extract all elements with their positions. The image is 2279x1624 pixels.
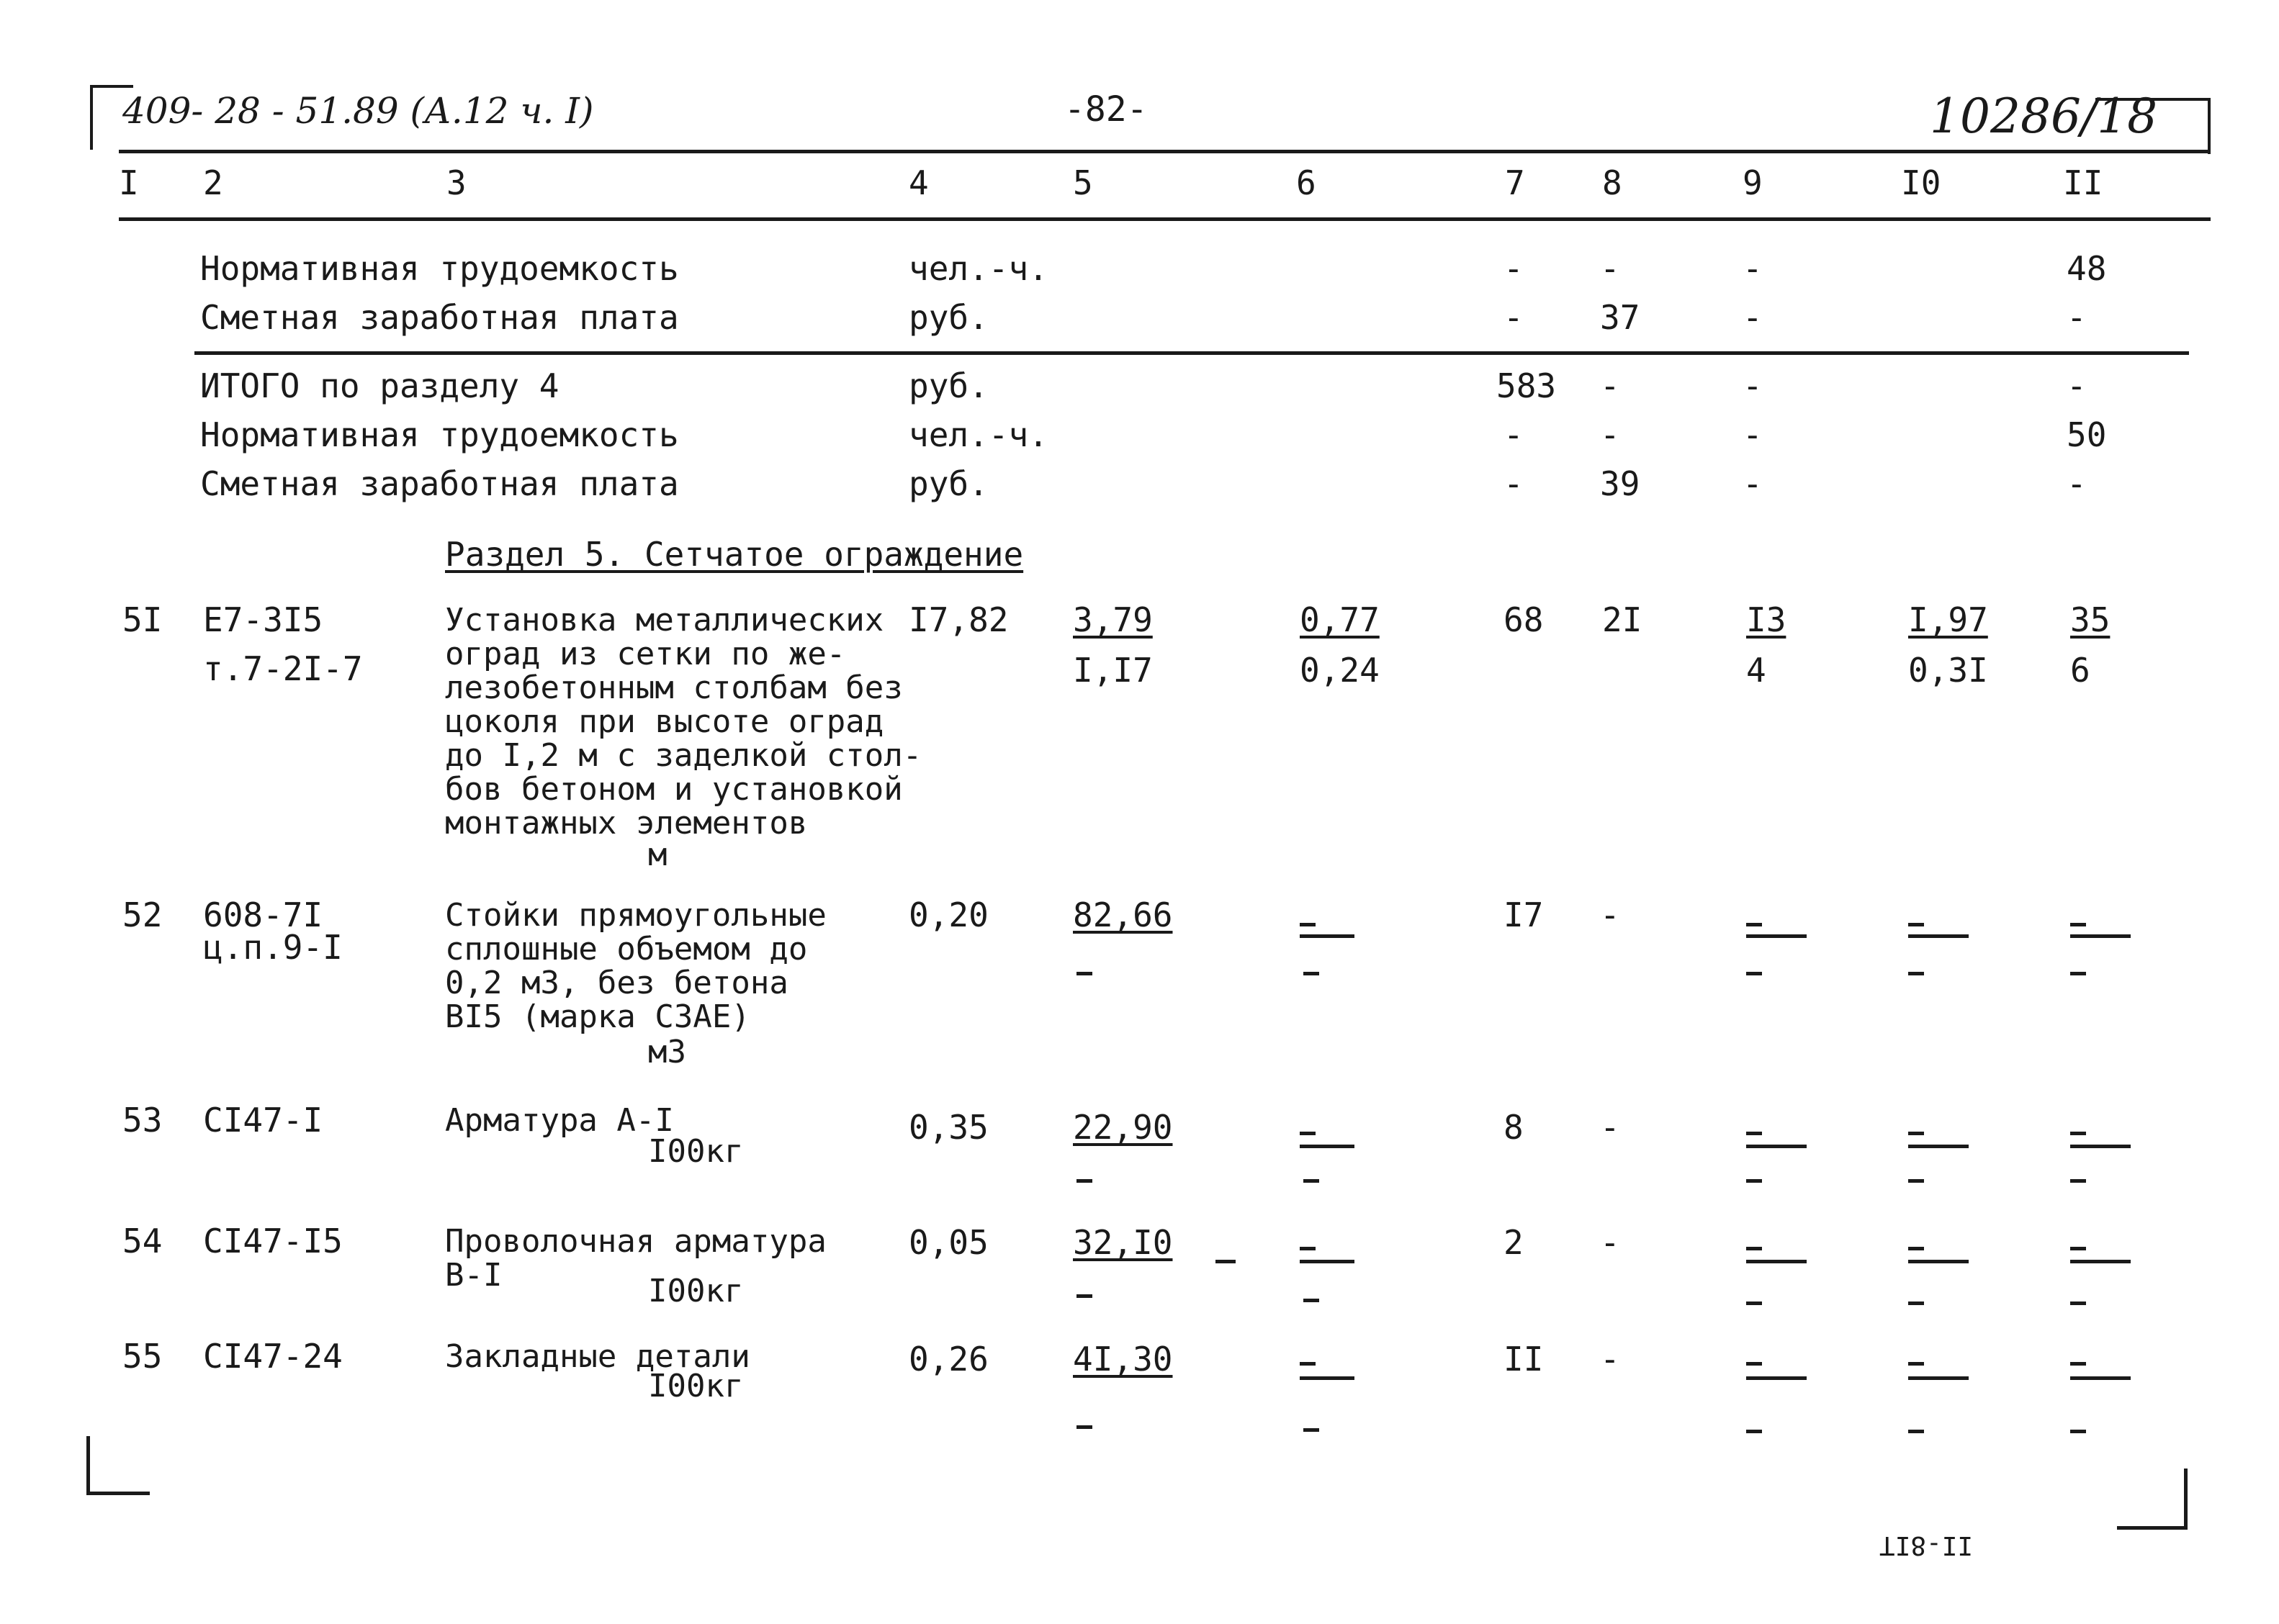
column-number: 2 [203,163,223,202]
col6-bottom-dash [1303,1179,1319,1183]
col8-value: - [1600,1223,1620,1262]
summary-divider [194,351,2189,355]
col10-bottom-dash [1908,972,1924,975]
document-code: 409- 28 - 51.89 (А.12 ч. I) [122,90,594,132]
price-subcode: т.7-2I-7 [203,649,363,688]
col6-top-dash [1300,1247,1316,1250]
work-description: Установка металлических оград из сетки по же- лезобетонным столбам без цоколя при высоте оград до I,2 м с заделкой стол- бов бетоном и установкой монтажных элементов [445,602,922,842]
col10-top-dash [1908,923,1924,926]
col7-value: II [1503,1340,1544,1379]
summary-label: ИТОГО по разделу 4 [200,366,559,405]
col7-value: - [1503,249,1524,288]
frame-top-left [90,85,133,88]
col6-bottom-dash [1303,1428,1319,1432]
col11-top-dash [2070,923,2086,926]
col6-bottom-dash [1303,1299,1319,1302]
col6-top-dash [1300,1132,1316,1135]
col11-value: - [2067,464,2087,503]
row-number: 53 [122,1101,163,1140]
unit-of-measure: I00кг [648,1273,744,1309]
col10-bottom: 0,3I [1908,651,1988,690]
col5-top: 82,66 [1073,896,1173,934]
quantity: I7,82 [909,600,1009,639]
work-description: Стойки прямоугольные сплошные объемом до 0,2 м3, без бетона ВI5 (марка С3АЕ) [445,897,827,1035]
col9-fraction-bar [1746,934,1807,938]
row-number: 54 [122,1222,163,1260]
summary-unit: руб. [909,464,989,503]
col7-value: 2 [1503,1223,1524,1262]
price-code: СI47-24 [203,1337,343,1376]
frame-left-top [90,85,93,150]
col9-top-dash [1746,1132,1762,1135]
col11-bottom-dash [2070,1302,2086,1305]
row-number: 5I [122,600,163,639]
col8-value: - [1600,249,1620,288]
col11-fraction-bar [2070,1376,2131,1380]
col10-fraction-bar [1908,934,1969,938]
price-code: СI47-I [203,1101,323,1140]
row-number: 52 [122,896,163,934]
quantity: 0,20 [909,896,989,934]
row-number: 55 [122,1337,163,1376]
col6-bottom-dash [1303,972,1319,975]
col11-bottom-dash [2070,1430,2086,1433]
column-number: 3 [446,163,467,202]
col7-value: - [1503,415,1524,454]
col6-fraction-bar [1300,1376,1354,1380]
col9-fraction-bar [1746,1145,1807,1148]
col11-fraction-bar [2070,1145,2131,1148]
unit-of-measure: м [648,836,667,873]
col11-top-dash [2070,1362,2086,1366]
col9-bottom-dash [1746,1302,1762,1305]
header-rule [119,150,2211,153]
col9-top-dash [1746,1362,1762,1366]
col11-bottom-dash [2070,1179,2086,1183]
col8-value: 37 [1600,298,1640,337]
col6-fraction-bar [1300,1260,1354,1263]
summary-label: Сметная заработная плата [200,298,679,337]
col5-bottom-dash [1076,1294,1092,1298]
sheet-reference: 10286/18 [1930,89,2158,144]
col11-top: 35 [2070,600,2111,639]
price-code: 608-7I [203,896,323,934]
col9-bottom-dash [1746,972,1762,975]
section-title: Раздел 5. Сетчатое ограждение [445,535,1024,574]
col9-value: - [1743,298,1763,337]
col6-top-dash [1300,923,1316,926]
quantity: 0,35 [909,1108,989,1147]
column-header-rule [119,217,2211,221]
col5-side-dash [1215,1260,1236,1263]
col9-top-dash [1746,1247,1762,1250]
col5-bottom-dash [1076,1425,1092,1429]
col9-value: - [1743,415,1763,454]
summary-label: Нормативная трудоемкость [200,415,679,454]
col11-fraction-bar [2070,934,2131,938]
col5-bottom-dash [1076,972,1092,975]
col5-top: 22,90 [1073,1108,1173,1147]
page-number: -82- [1064,89,1148,130]
col8-value: - [1600,1108,1620,1147]
col11-fraction-bar [2070,1260,2131,1263]
col11-bottom: 6 [2070,651,2090,690]
col8-value: - [1600,366,1620,405]
frame-right-top [2208,98,2211,154]
col5-top: 32,I0 [1073,1223,1173,1262]
col7-value: - [1503,298,1524,337]
col9-value: - [1743,366,1763,405]
footer-stamp: II-8IT [1879,1530,1974,1560]
col9-fraction-bar [1746,1376,1807,1380]
work-description: Закладные детали [445,1338,750,1375]
col6-fraction-bar [1300,1145,1354,1148]
col9-top-dash [1746,923,1762,926]
col8-value: - [1600,1340,1620,1379]
column-number: 6 [1296,163,1316,202]
unit-of-measure: м3 [648,1034,686,1070]
summary-label: Сметная заработная плата [200,464,679,503]
frame-bottom-right [2117,1526,2188,1530]
summary-unit: чел.-ч. [909,415,1048,454]
col5-bottom: I,I7 [1073,651,1153,690]
col7-value: 8 [1503,1108,1524,1147]
col7-value: - [1503,464,1524,503]
quantity: 0,26 [909,1340,989,1379]
summary-unit: руб. [909,298,989,337]
frame-bottom-left [86,1492,150,1495]
col6-top: 0,77 [1300,600,1380,639]
col11-value: - [2067,298,2087,337]
col10-fraction-bar [1908,1260,1969,1263]
price-subcode: ц.п.9-I [203,928,343,967]
col10-top-dash [1908,1362,1924,1366]
col9-bottom-dash [1746,1179,1762,1183]
work-description: Проволочная арматура В-I [445,1223,827,1294]
col7-value: I7 [1503,896,1544,934]
col11-top-dash [2070,1132,2086,1135]
col11-top-dash [2070,1247,2086,1250]
summary-label: Нормативная трудоемкость [200,249,679,288]
quantity: 0,05 [909,1223,989,1262]
column-number: II [2063,163,2103,202]
col8-value: 2I [1602,600,1642,639]
col7-value: 583 [1496,366,1557,405]
col7-value: 68 [1503,600,1544,639]
col10-bottom-dash [1908,1179,1924,1183]
col9-bottom: 4 [1746,651,1766,690]
col9-bottom-dash [1746,1430,1762,1433]
column-number: 4 [909,163,929,202]
col9-value: - [1743,464,1763,503]
col6-bottom: 0,24 [1300,651,1380,690]
col5-top: 3,79 [1073,600,1153,639]
col11-value: - [2067,366,2087,405]
frame-right-bottom [2184,1469,2188,1529]
col9-top: I3 [1746,600,1786,639]
col10-bottom-dash [1908,1430,1924,1433]
col8-value: - [1600,896,1620,934]
col6-fraction-bar [1300,934,1354,938]
price-code: СI47-I5 [203,1222,343,1260]
col11-value: 48 [2067,249,2107,288]
unit-of-measure: I00кг [648,1368,744,1404]
col11-bottom-dash [2070,972,2086,975]
column-number: I [119,163,139,202]
column-number: 9 [1743,163,1763,202]
col5-top: 4I,30 [1073,1340,1173,1379]
work-description: Арматура А-I [445,1102,674,1139]
col9-fraction-bar [1746,1260,1807,1263]
frame-left-bottom [86,1436,90,1495]
column-number: 8 [1602,163,1622,202]
col10-top-dash [1908,1132,1924,1135]
col10-top-dash [1908,1247,1924,1250]
col6-top-dash [1300,1362,1316,1366]
col5-bottom-dash [1076,1179,1092,1183]
price-code: Е7-3I5 [203,600,323,639]
column-number: I0 [1901,163,1941,202]
unit-of-measure: I00кг [648,1133,744,1170]
col8-value: - [1600,415,1620,454]
col11-value: 50 [2067,415,2107,454]
col10-fraction-bar [1908,1376,1969,1380]
summary-unit: чел.-ч. [909,249,1048,288]
col8-value: 39 [1600,464,1640,503]
col10-fraction-bar [1908,1145,1969,1148]
col9-value: - [1743,249,1763,288]
column-number: 7 [1505,163,1525,202]
column-number: 5 [1073,163,1093,202]
col10-top: I,97 [1908,600,1988,639]
col10-bottom-dash [1908,1302,1924,1305]
summary-unit: руб. [909,366,989,405]
